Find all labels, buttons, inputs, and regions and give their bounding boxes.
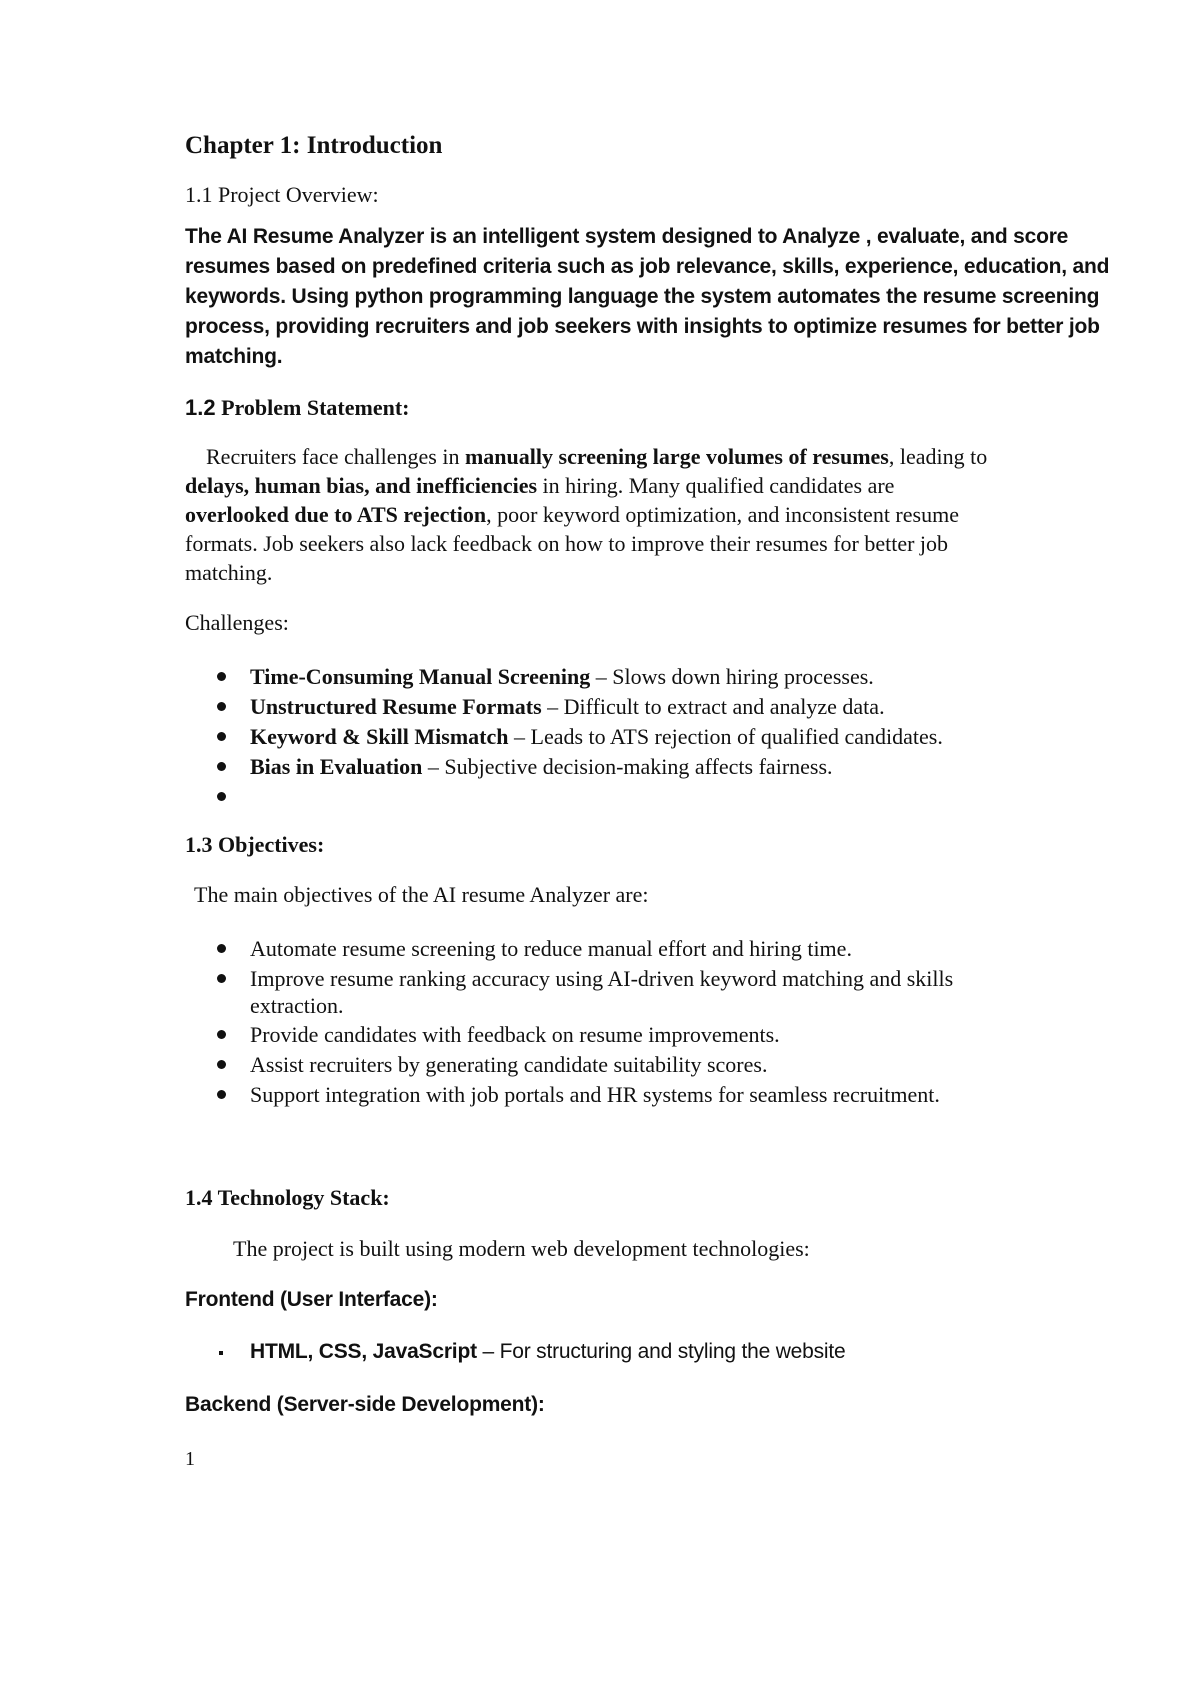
overview-line-4: process, providing recruiters and job seekers with insights to optimize resumes for better job xyxy=(185,315,1100,338)
challenge-item: Unstructured Resume Formats – Difficult to extract and analyze data. xyxy=(250,694,885,719)
bullet-dot xyxy=(217,974,226,983)
square-bullet xyxy=(219,1351,223,1355)
bullet-dot xyxy=(217,944,226,953)
overview-line-5: matching. xyxy=(185,345,283,368)
challenge-item: Keyword & Skill Mismatch – Leads to ATS rejection of qualified candidates. xyxy=(250,724,943,749)
page-number: 1 xyxy=(185,1448,195,1470)
overview-line-2: resumes based on predefined criteria such as job relevance, skills, experience, education, and xyxy=(185,255,1110,278)
bullet-dot xyxy=(217,762,226,771)
challenge-item: Time-Consuming Manual Screening – Slows down hiring processes. xyxy=(250,664,874,689)
bullet-dot xyxy=(217,702,226,711)
chapter-title: Chapter 1: Introduction xyxy=(185,132,443,159)
objectives-intro: The main objectives of the AI resume Analyzer are: xyxy=(194,882,649,907)
section-1-4-heading: 1.4 Technology Stack: xyxy=(185,1185,390,1210)
bullet-dot xyxy=(217,1030,226,1039)
section-1-3-heading: 1.3 Objectives: xyxy=(185,832,325,857)
objective-item: Support integration with job portals and HR systems for seamless recruitment. xyxy=(250,1082,940,1107)
section-1-2-number: 1.2 xyxy=(185,395,216,420)
section-1-2-heading xyxy=(185,392,409,424)
bullet-dot xyxy=(217,672,226,681)
overview-line-1: The AI Resume Analyzer is an intelligent system designed to Analyze , evaluate, and score xyxy=(185,225,1069,248)
frontend-item: HTML, CSS, JavaScript – For structuring and styling the website xyxy=(250,1340,846,1363)
challenge-item: Bias in Evaluation – Subjective decision-making affects fairness. xyxy=(250,754,833,779)
objective-item: Assist recruiters by generating candidate suitability scores. xyxy=(250,1052,768,1077)
tech-stack-intro: The project is built using modern web development technologies: xyxy=(233,1236,810,1261)
objective-item: Improve resume ranking accuracy using AI-driven keyword matching and skills xyxy=(250,966,954,991)
problem-line-1: Recruiters face challenges in manually screening large volumes of resumes, leading to xyxy=(206,444,988,469)
problem-line-2: delays, human bias, and inefficiencies in hiring. Many qualified candidates are xyxy=(185,473,895,498)
objective-item: Provide candidates with feedback on resume improvements. xyxy=(250,1022,780,1047)
challenges-label: Challenges: xyxy=(185,610,289,635)
section-1-1-heading: 1.1 Project Overview: xyxy=(185,182,379,207)
backend-heading: Backend (Server-side Development): xyxy=(185,1393,545,1416)
problem-line-3: overlooked due to ATS rejection, poor keyword optimization, and inconsistent resume xyxy=(185,502,959,527)
section-1-2-title: Problem Statement: xyxy=(221,395,410,420)
bullet-dot-empty-item xyxy=(217,792,226,801)
bullet-dot xyxy=(217,732,226,741)
bullet-dot xyxy=(217,1090,226,1099)
problem-line-5: matching. xyxy=(185,560,273,585)
objective-item: Automate resume screening to reduce manual effort and hiring time. xyxy=(250,936,852,961)
bullet-dot xyxy=(217,1060,226,1069)
frontend-heading: Frontend (User Interface): xyxy=(185,1288,438,1311)
problem-line-4: formats. Job seekers also lack feedback on how to improve their resumes for better job xyxy=(185,531,949,556)
objective-item-continuation: extraction. xyxy=(250,993,344,1018)
overview-line-3: keywords. Using python programming language the system automates the resume screening xyxy=(185,285,1100,308)
